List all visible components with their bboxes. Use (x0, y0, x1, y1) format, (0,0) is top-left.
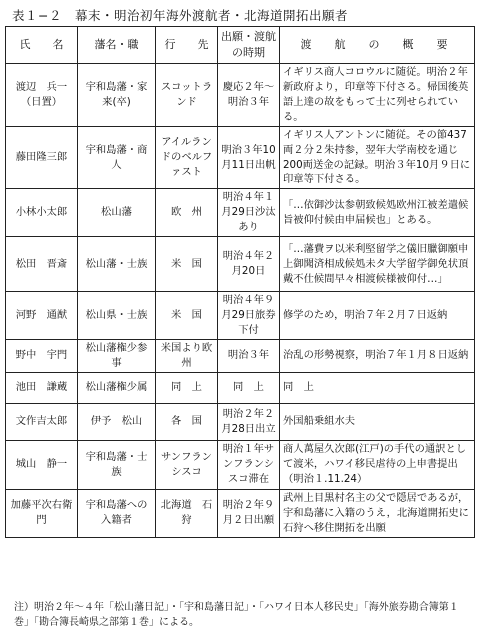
cell-name: 加藤平次右衛門 (6, 489, 78, 537)
cell-name: 藤田隆三郎 (6, 126, 78, 189)
cell-summary: 「…藩費ヲ以米利堅留学之儀旧臘御願申上御聞済相成候処未タ大学留学御免状頂戴不仕候間早々相渡候様被仰付…」 (280, 237, 475, 292)
cell-period: 明治４年１月29日沙汰あり (218, 189, 280, 237)
cell-summary: 武州上目黒村名主の父で隠居であるが，宇和島藩に入籍のうえ，北海道開拓史に石狩へ移住開拓を出願 (280, 489, 475, 537)
cell-summary: 修学のため，明治７年２月７日返納 (280, 292, 475, 340)
cell-name: 松田 晋斎 (6, 237, 78, 292)
cell-destination: 米 国 (156, 292, 218, 340)
table-row (6, 64, 475, 127)
cell-domain: 宇和島藩・家来(卒) (78, 64, 156, 127)
footnote: 注）明治２年〜４年「松山藩日記」・「宇和島藩日記」・「ハワイ日本人移民史」「海外旅券勘合簿第１巻」「勘合簿長崎県之部第１巻」による。 (14, 602, 459, 628)
table-title: 表１−２ 幕末・明治初年海外渡航者・北海道開拓出願者 (12, 8, 348, 23)
table-row (6, 292, 475, 340)
cell-period: 明治３年 (218, 339, 280, 372)
cell-period: 慶応２年〜明治３年 (218, 64, 280, 127)
cell-name: 野中 宇門 (6, 339, 78, 372)
cell-domain: 宇和島藩への入籍者 (78, 489, 156, 537)
table-row (6, 489, 475, 537)
cell-summary: 商人萬屋久次郎(江戸)の手代の通訳として渡米，ハワイ移民虐待の上申書提出（明治１.11.24） (280, 440, 475, 489)
cell-destination: スコットランド (156, 64, 218, 127)
cell-period: 明治３年10月11日出帆 (218, 126, 280, 189)
cell-period: 明治４年９月29日旅券下付 (218, 292, 280, 340)
cell-destination: 欧 州 (156, 189, 218, 237)
cell-domain: 宇和島藩・士族 (78, 440, 156, 489)
cell-summary: 同 上 (280, 372, 475, 403)
cell-destination: 北海道 石狩 (156, 489, 218, 537)
cell-domain: 松山藩権少属 (78, 372, 156, 403)
table-row (6, 372, 475, 403)
header-domain: 藩名・職 (78, 27, 156, 64)
cell-destination: 同 上 (156, 372, 218, 403)
cell-name: 池田 謙蔵 (6, 372, 78, 403)
cell-summary: イギリス商人コロウルに随従。明治２年新政府より，印章等下付さる。帰国後英語上達の故をもって士に列せられている。 (280, 64, 475, 127)
cell-name: 小林小太郎 (6, 189, 78, 237)
cell-domain: 松山藩権少参事 (78, 339, 156, 372)
table-row (6, 189, 475, 237)
header-period: 出願・渡航の時期 (218, 27, 280, 64)
emigrants-table (5, 26, 475, 538)
header-row (6, 27, 475, 64)
header-name: 氏 名 (6, 27, 78, 64)
header-destination: 行 先 (156, 27, 218, 64)
cell-summary: 治乱の形勢視察，明治７年１月８日返納 (280, 339, 475, 372)
cell-period: 明治１年サンフランシスコ滞在 (218, 440, 280, 489)
cell-domain: 松山藩 (78, 189, 156, 237)
cell-destination: アイルランドのベルファスト (156, 126, 218, 189)
cell-summary: イギリス人アントンに随従。その節437両２分２朱持参，翌年大学南校を通じ200両送金の記録。明治３年10月９日に印章等下付さる。 (280, 126, 475, 189)
table-row (6, 403, 475, 440)
cell-destination: サンフランシスコ (156, 440, 218, 489)
cell-domain: 松山藩・士族 (78, 237, 156, 292)
table-row (6, 339, 475, 372)
cell-name: 河野 通猷 (6, 292, 78, 340)
table-body (6, 64, 475, 538)
cell-destination: 米国より欧州 (156, 339, 218, 372)
cell-period: 明治２年２月28日出立 (218, 403, 280, 440)
cell-summary: 「…依御沙汰参朝致候処欧州江被差遣候旨被仰付候由申届候也」とある。 (280, 189, 475, 237)
cell-period: 同 上 (218, 372, 280, 403)
cell-destination: 各 国 (156, 403, 218, 440)
cell-period: 明治４年２月20日 (218, 237, 280, 292)
cell-name: 文作吉太郎 (6, 403, 78, 440)
cell-domain: 松山県・士族 (78, 292, 156, 340)
cell-name: 城山 静一 (6, 440, 78, 489)
cell-period: 明治２年９月２日出願 (218, 489, 280, 537)
header-summary: 渡 航 の 概 要 (280, 27, 475, 64)
cell-name: 渡辺 兵一（日置） (6, 64, 78, 127)
table-row (6, 237, 475, 292)
cell-domain: 宇和島藩・商人 (78, 126, 156, 189)
cell-domain: 伊予 松山 (78, 403, 156, 440)
cell-destination: 米 国 (156, 237, 218, 292)
cell-summary: 外国船乗組水夫 (280, 403, 475, 440)
table-row (6, 440, 475, 489)
table-row (6, 126, 475, 189)
